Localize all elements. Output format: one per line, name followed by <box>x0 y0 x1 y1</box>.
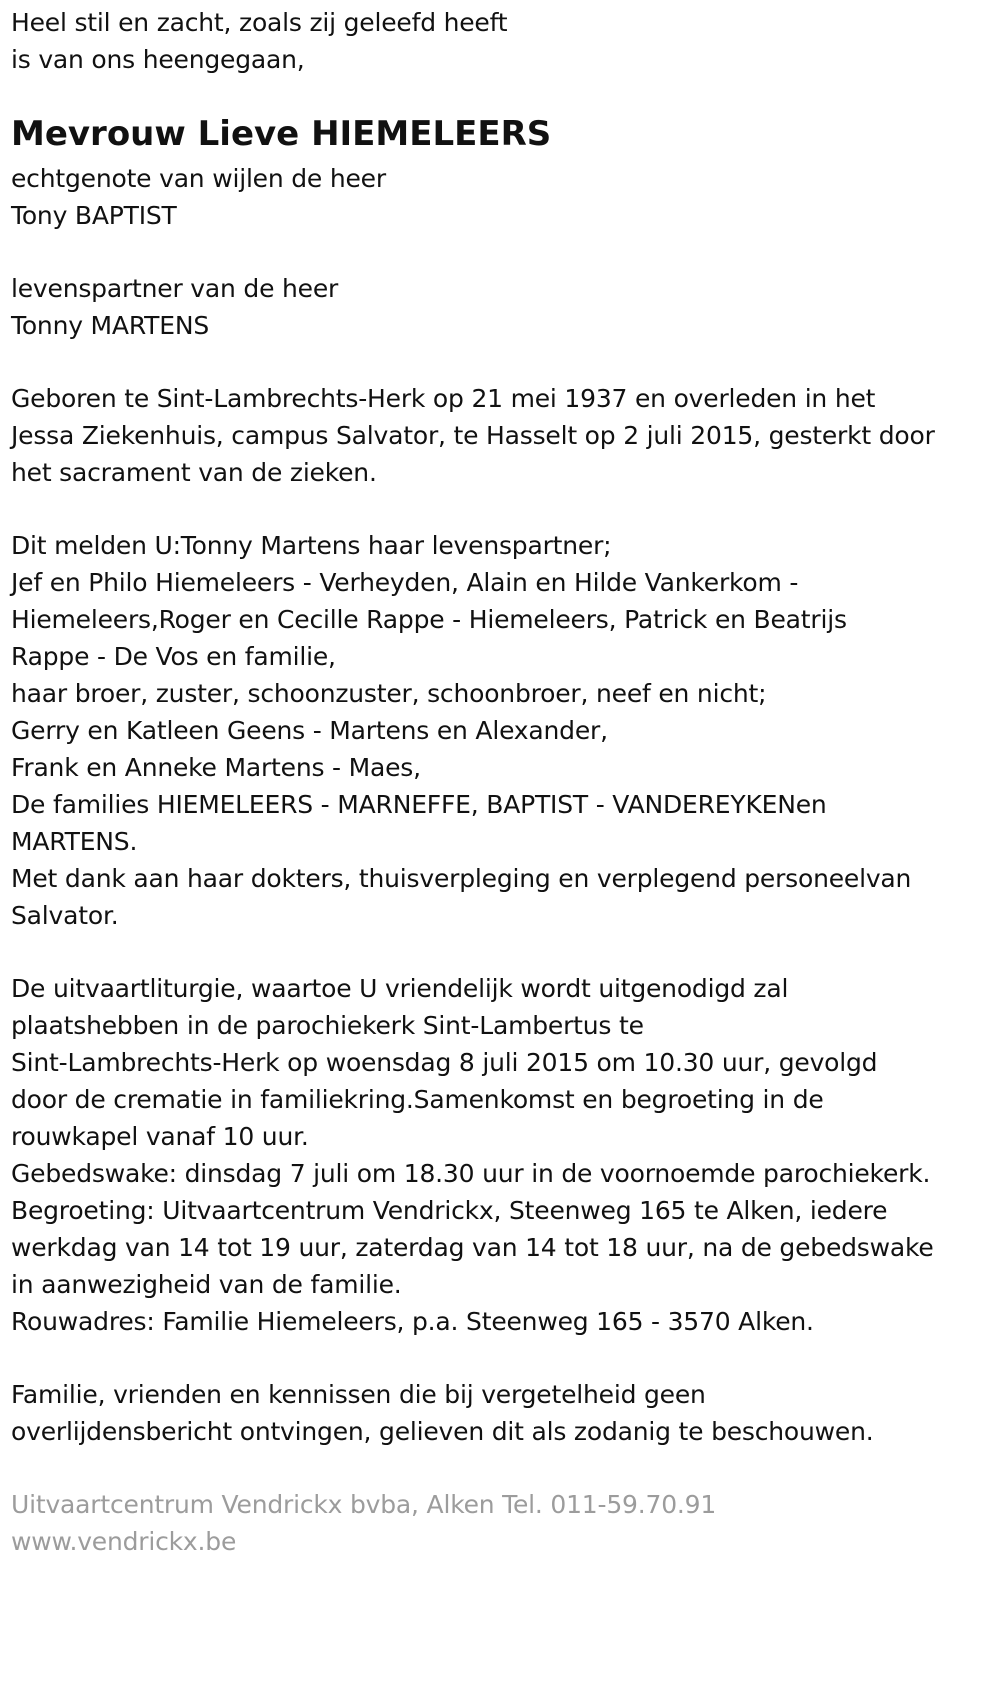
funeral-line: rouwkapel vanaf 10 uur. <box>11 1122 309 1151</box>
funeral-line: Sint-Lambrechts-Herk op woensdag 8 juli 2015 om 10.30 uur, gevolgd <box>11 1048 878 1077</box>
family-line: Rappe - De Vos en familie, <box>11 642 336 671</box>
funeral-line: werkdag van 14 tot 19 uur, zaterdag van 14 tot 18 uur, na de gebedswake <box>11 1233 934 1262</box>
funeral-line: Gebedswake: dinsdag 7 juli om 18.30 uur in de voornoemde parochiekerk. <box>11 1159 931 1188</box>
family-line: De families HIEMELEERS - MARNEFFE, BAPTIST - VANDEREYKENen <box>11 790 827 819</box>
partner-line: levenspartner van de heer <box>11 274 339 303</box>
funeral-line: De uitvaartliturgie, waartoe U vriendelijk wordt uitgenodigd zal <box>11 974 789 1003</box>
intro-line: Heel stil en zacht, zoals zij geleefd heeft <box>11 8 508 37</box>
funeral-line: plaatshebben in de parochiekerk Sint-Lambertus te <box>11 1011 644 1040</box>
family-line: Gerry en Katleen Geens - Martens en Alexander, <box>11 716 608 745</box>
intro-line: is van ons heengegaan, <box>11 45 305 74</box>
footer-company: Uitvaartcentrum Vendrickx bvba, Alken Tel. 011-59.70.91 <box>11 1490 717 1519</box>
funeral-line: Begroeting: Uitvaartcentrum Vendrickx, Steenweg 165 te Alken, iedere <box>11 1196 888 1225</box>
family-line: Met dank aan haar dokters, thuisverpleging en verplegend personeelvan <box>11 864 912 893</box>
partner-name: Tonny MARTENS <box>11 311 210 340</box>
birth-death-line: Geboren te Sint-Lambrechts-Herk op 21 mei 1937 en overleden in het <box>11 384 876 413</box>
footer-website[interactable]: www.vendrickx.be <box>11 1527 237 1556</box>
birth-death-line: Jessa Ziekenhuis, campus Salvator, te Hasselt op 2 juli 2015, gesterkt door <box>11 421 935 450</box>
family-line: Dit melden U:Tonny Martens haar levenspartner; <box>11 531 612 560</box>
spouse-line: echtgenote van wijlen de heer <box>11 164 386 193</box>
family-line: MARTENS. <box>11 827 138 856</box>
family-line: Salvator. <box>11 901 119 930</box>
funeral-line: door de crematie in familiekring.Samenkomst en begroeting in de <box>11 1085 824 1114</box>
funeral-line: Rouwadres: Familie Hiemeleers, p.a. Steenweg 165 - 3570 Alken. <box>11 1307 814 1336</box>
birth-death-line: het sacrament van de zieken. <box>11 458 377 487</box>
family-line: haar broer, zuster, schoonzuster, schoonbroer, neef en nicht; <box>11 679 767 708</box>
deceased-name: Mevrouw Lieve HIEMELEERS <box>11 114 552 154</box>
funeral-line: in aanwezigheid van de familie. <box>11 1270 402 1299</box>
family-line: Frank en Anneke Martens - Maes, <box>11 753 421 782</box>
family-line: Hiemeleers,Roger en Cecille Rappe - Hiemeleers, Patrick en Beatrijs <box>11 605 847 634</box>
spouse-name: Tony BAPTIST <box>11 201 177 230</box>
notice-line: overlijdensbericht ontvingen, gelieven dit als zodanig te beschouwen. <box>11 1417 874 1446</box>
family-line: Jef en Philo Hiemeleers - Verheyden, Alain en Hilde Vankerkom - <box>11 568 799 597</box>
notice-line: Familie, vrienden en kennissen die bij vergetelheid geen <box>11 1380 706 1409</box>
